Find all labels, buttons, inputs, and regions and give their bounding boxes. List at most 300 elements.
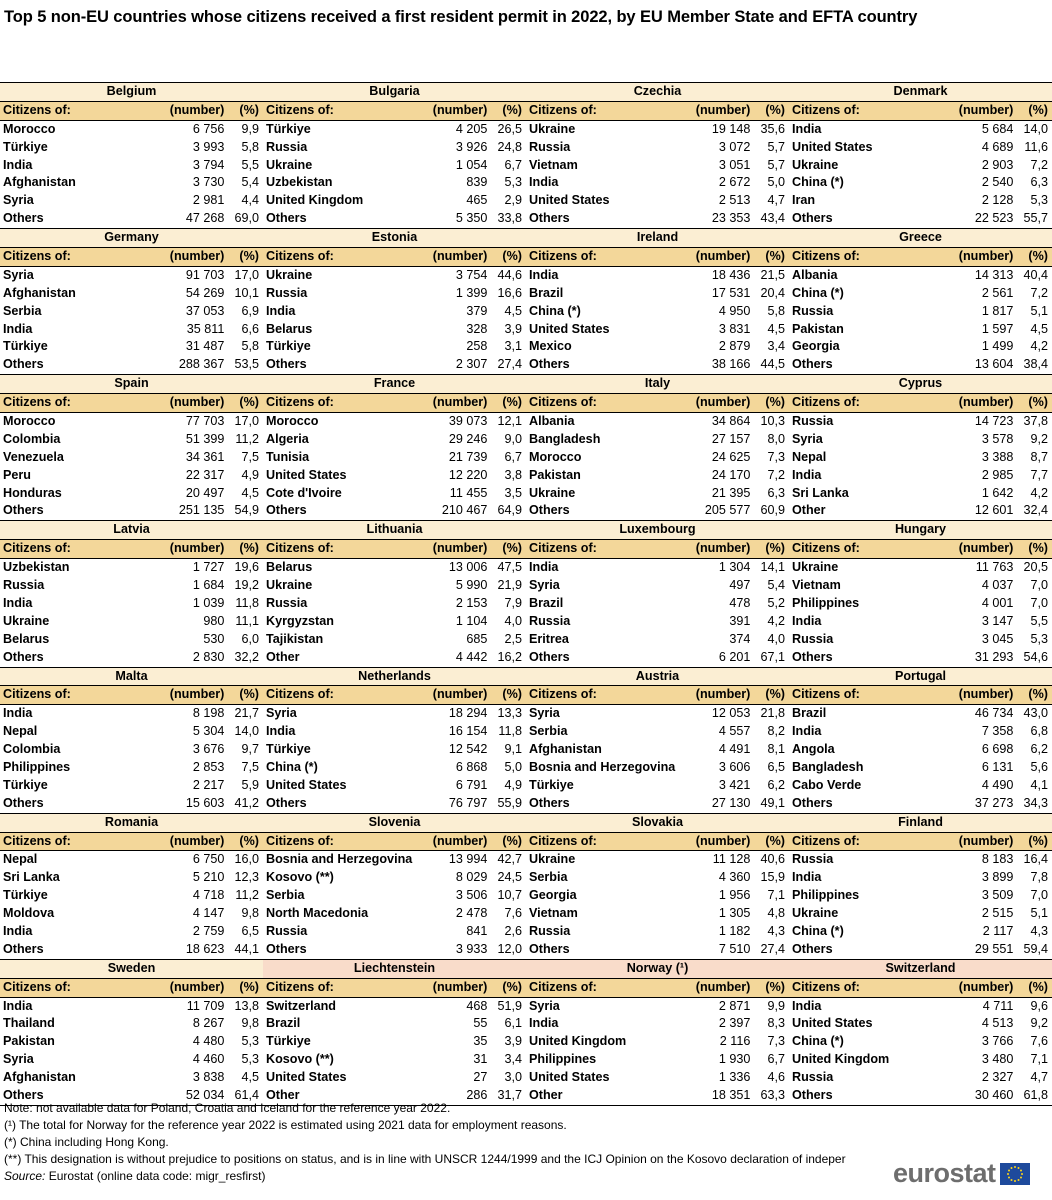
column-header-percent: (%): [765, 395, 785, 410]
cell-percent: 26,5: [497, 121, 522, 136]
column-header-citizens: Citizens of:: [266, 541, 334, 556]
country-panel: [789, 521, 1052, 667]
cell-citizenship: Afghanistan: [3, 175, 76, 190]
column-header-row: [263, 833, 526, 852]
table-row: [526, 431, 789, 449]
cell-number: 31 487: [185, 339, 225, 354]
cell-citizenship: Vietnam: [529, 157, 578, 172]
cell-number: 4 490: [981, 777, 1014, 792]
table-row: [526, 485, 789, 503]
cell-citizenship: Others: [3, 1087, 44, 1102]
panel-body: [526, 121, 789, 229]
cell-number: 3 899: [981, 870, 1014, 885]
cell-percent: 21,9: [497, 578, 522, 593]
table-row: [263, 431, 526, 449]
cell-percent: 13,8: [234, 998, 259, 1013]
cell-number: 3 578: [981, 431, 1014, 446]
table-row: [263, 741, 526, 759]
cell-number: 3 766: [981, 1034, 1014, 1049]
column-header-row: [0, 248, 263, 267]
table-row: [789, 887, 1052, 905]
table-row: [789, 795, 1052, 814]
table-row: [526, 502, 789, 521]
table-row: [789, 303, 1052, 321]
cell-percent: 13,3: [497, 706, 522, 721]
cell-number: 54 269: [185, 285, 225, 300]
cell-citizenship: Nepal: [792, 449, 827, 464]
table-row: [263, 941, 526, 960]
cell-number: 4 037: [981, 578, 1014, 593]
cell-percent: 2,5: [504, 631, 522, 646]
cell-citizenship: India: [529, 560, 559, 575]
cell-percent: 11,8: [498, 724, 522, 739]
panel-body: [526, 851, 789, 959]
table-row: [0, 723, 263, 741]
permits-table: [0, 82, 1052, 1106]
cell-number: 30 460: [974, 1087, 1014, 1102]
cell-number: 210 467: [441, 503, 488, 518]
cell-percent: 20,4: [760, 285, 785, 300]
cell-citizenship: Philippines: [792, 595, 860, 610]
table-row: [789, 577, 1052, 595]
cell-percent: 10,7: [497, 888, 522, 903]
cell-citizenship: Belarus: [266, 321, 313, 336]
cell-percent: 4,5: [241, 1070, 259, 1085]
cell-citizenship: India: [792, 613, 822, 628]
cell-percent: 3,9: [504, 321, 522, 336]
cell-percent: 61,4: [234, 1087, 259, 1102]
table-row: [526, 356, 789, 375]
cell-percent: 4,3: [1030, 923, 1048, 938]
panel-country-name: Italy: [526, 375, 789, 394]
cell-citizenship: Russia: [792, 852, 834, 867]
table-row: [526, 759, 789, 777]
table-row: [526, 1033, 789, 1051]
column-header-percent: (%): [239, 979, 259, 994]
cell-percent: 7,7: [1030, 467, 1048, 482]
column-header-percent: (%): [765, 833, 785, 848]
cell-number: 34 361: [185, 449, 225, 464]
cell-percent: 49,1: [760, 795, 785, 810]
table-row: [263, 795, 526, 814]
table-row: [263, 485, 526, 503]
cell-percent: 5,6: [1030, 759, 1048, 774]
table-row: [789, 431, 1052, 449]
cell-citizenship: United States: [792, 1016, 873, 1031]
cell-percent: 53,5: [234, 357, 259, 372]
cell-citizenship: Bangladesh: [792, 759, 864, 774]
column-header-row: [263, 979, 526, 998]
cell-number: 3 045: [981, 631, 1014, 646]
cell-percent: 44,1: [234, 941, 259, 956]
column-header-percent: (%): [1028, 395, 1048, 410]
cell-number: 24 625: [711, 449, 751, 464]
panel-body: [263, 121, 526, 229]
table-row: [789, 1015, 1052, 1033]
table-row: [263, 595, 526, 613]
cell-citizenship: Türkiye: [266, 121, 311, 136]
cell-number: 46 734: [974, 706, 1014, 721]
cell-citizenship: Cabo Verde: [792, 777, 862, 792]
cell-citizenship: Nepal: [3, 724, 38, 739]
column-header-citizens: Citizens of:: [266, 687, 334, 702]
cell-percent: 42,7: [497, 852, 522, 867]
cell-number: 3 506: [455, 888, 488, 903]
cell-number: 1 039: [192, 595, 225, 610]
table-row: [526, 869, 789, 887]
cell-citizenship: Russia: [266, 595, 308, 610]
cell-percent: 6,6: [241, 321, 259, 336]
cell-number: 8 198: [192, 706, 225, 721]
table-row: [263, 998, 526, 1016]
country-panel: [263, 83, 526, 229]
cell-percent: 8,3: [767, 1016, 785, 1031]
cell-percent: 5,9: [241, 777, 259, 792]
cell-percent: 6,8: [1030, 724, 1048, 739]
cell-number: 3 072: [718, 139, 751, 154]
cell-citizenship: Colombia: [3, 742, 61, 757]
cell-number: 6 750: [192, 852, 225, 867]
cell-citizenship: Afghanistan: [529, 742, 602, 757]
cell-citizenship: Thailand: [3, 1016, 55, 1031]
table-row: [263, 174, 526, 192]
cell-citizenship: Pakistan: [529, 467, 581, 482]
cell-citizenship: India: [266, 724, 296, 739]
column-header-row: [263, 686, 526, 705]
table-row: [526, 1051, 789, 1069]
country-panel: [0, 83, 263, 229]
panel-body: [0, 413, 263, 521]
cell-percent: 6,3: [767, 485, 785, 500]
cell-citizenship: United States: [266, 1070, 347, 1085]
cell-citizenship: India: [3, 157, 33, 172]
cell-citizenship: Russia: [792, 1070, 834, 1085]
cell-percent: 19,6: [234, 560, 259, 575]
cell-percent: 6,5: [767, 759, 785, 774]
cell-number: 2 116: [719, 1034, 751, 1049]
cell-citizenship: Türkiye: [266, 742, 311, 757]
cell-percent: 4,0: [767, 631, 785, 646]
table-band: [0, 960, 1052, 1106]
panel-country-name: Portugal: [789, 668, 1052, 687]
column-header-row: [0, 833, 263, 852]
cell-citizenship: Serbia: [266, 888, 305, 903]
cell-number: 2 871: [718, 998, 751, 1013]
panel-country-name: Greece: [789, 229, 1052, 248]
panel-country-name: Liechtenstein: [263, 960, 526, 979]
country-panel: [526, 83, 789, 229]
table-row: [263, 577, 526, 595]
cell-number: 2 981: [192, 193, 225, 208]
panel-body: [0, 267, 263, 375]
cell-citizenship: Syria: [3, 267, 34, 282]
cell-percent: 11,2: [235, 431, 259, 446]
table-row: [0, 869, 263, 887]
country-panel: [789, 668, 1052, 814]
column-header-citizens: Citizens of:: [3, 249, 71, 264]
table-row: [0, 502, 263, 521]
cell-percent: 5,0: [767, 175, 785, 190]
cell-percent: 5,2: [767, 595, 785, 610]
cell-number: 1 956: [718, 888, 751, 903]
cell-number: 841: [466, 923, 488, 938]
cell-number: 3 606: [718, 759, 751, 774]
cell-citizenship: China (*): [792, 175, 844, 190]
cell-number: 47 268: [185, 211, 225, 226]
column-header-row: [789, 394, 1052, 413]
cell-citizenship: Russia: [529, 923, 571, 938]
cell-percent: 15,9: [760, 870, 785, 885]
cell-percent: 21,5: [760, 267, 785, 282]
cell-percent: 41,2: [234, 795, 259, 810]
cell-percent: 9,2: [1030, 431, 1048, 446]
cell-number: 4 205: [455, 121, 488, 136]
cell-number: 2 128: [981, 193, 1014, 208]
cell-number: 39 073: [448, 414, 488, 429]
country-panel: [263, 375, 526, 521]
note-kosovo: (**) This designation is without prejudice to positions on status, and is in line with UNSCR 1244/1999 and the ICJ Opinion on the Kosovo declaration of indeper: [4, 1152, 846, 1166]
cell-percent: 33,8: [497, 211, 522, 226]
cell-citizenship: India: [3, 321, 33, 336]
column-header-percent: (%): [1028, 541, 1048, 556]
cell-percent: 9,8: [241, 1016, 259, 1031]
cell-citizenship: Türkiye: [529, 777, 574, 792]
panel-country-name: Cyprus: [789, 375, 1052, 394]
column-header-number: (number): [169, 979, 225, 994]
table-row: [789, 157, 1052, 175]
panel-country-name: Finland: [789, 814, 1052, 833]
cell-number: 4 147: [192, 906, 225, 921]
cell-percent: 10,1: [234, 285, 259, 300]
table-row: [0, 923, 263, 941]
cell-number: 1 499: [981, 339, 1014, 354]
cell-number: 2 117: [982, 923, 1014, 938]
cell-number: 3 794: [192, 157, 225, 172]
cell-citizenship: Ukraine: [266, 267, 313, 282]
cell-number: 12 053: [711, 706, 751, 721]
cell-citizenship: India: [266, 303, 296, 318]
cell-citizenship: Serbia: [529, 724, 568, 739]
cell-percent: 63,3: [760, 1087, 785, 1102]
cell-number: 3 480: [981, 1052, 1014, 1067]
cell-citizenship: Bangladesh: [529, 431, 601, 446]
table-row: [526, 285, 789, 303]
column-header-row: [263, 540, 526, 559]
cell-percent: 4,8: [767, 906, 785, 921]
cell-citizenship: Morocco: [3, 121, 56, 136]
column-header-row: [263, 248, 526, 267]
cell-percent: 59,4: [1023, 941, 1048, 956]
cell-percent: 7,0: [1030, 888, 1048, 903]
cell-citizenship: Others: [529, 357, 570, 372]
table-row: [263, 356, 526, 375]
country-panel: [526, 668, 789, 814]
cell-number: 3 147: [981, 613, 1014, 628]
column-header-percent: (%): [765, 102, 785, 117]
cell-citizenship: Morocco: [3, 414, 56, 429]
country-panel: [526, 229, 789, 375]
column-header-row: [0, 686, 263, 705]
cell-citizenship: Others: [792, 211, 833, 226]
panel-body: [526, 705, 789, 813]
table-row: [0, 559, 263, 577]
cell-number: 11 128: [712, 852, 751, 867]
cell-percent: 17,0: [234, 267, 259, 282]
country-panel: [526, 814, 789, 960]
table-row: [789, 759, 1052, 777]
cell-citizenship: Uzbekistan: [3, 560, 70, 575]
cell-percent: 4,3: [767, 923, 785, 938]
cell-number: 2 515: [981, 906, 1014, 921]
cell-percent: 5,3: [504, 175, 522, 190]
table-row: [263, 851, 526, 869]
table-row: [526, 303, 789, 321]
panel-country-name: Switzerland: [789, 960, 1052, 979]
cell-number: 19 148: [711, 121, 751, 136]
cell-number: 328: [466, 321, 488, 336]
table-row: [0, 413, 263, 431]
country-panel: [526, 521, 789, 667]
panel-body: [789, 851, 1052, 959]
column-header-row: [526, 540, 789, 559]
country-panel: [263, 229, 526, 375]
cell-number: 14 723: [974, 414, 1014, 429]
column-header-number: (number): [432, 249, 488, 264]
table-row: [263, 1033, 526, 1051]
cell-percent: 31,7: [497, 1087, 522, 1102]
cell-percent: 5,7: [767, 157, 785, 172]
cell-number: 4 718: [192, 888, 225, 903]
cell-percent: 40,6: [760, 852, 785, 867]
cell-number: 5 304: [192, 724, 225, 739]
country-panel: [263, 960, 526, 1106]
column-header-percent: (%): [765, 979, 785, 994]
panel-body: [526, 413, 789, 521]
cell-number: 3 421: [718, 777, 751, 792]
cell-percent: 5,3: [1030, 631, 1048, 646]
column-header-number: (number): [432, 687, 488, 702]
cell-citizenship: India: [529, 175, 559, 190]
table-row: [526, 192, 789, 210]
cell-citizenship: Others: [792, 649, 833, 664]
panel-body: [789, 705, 1052, 813]
cell-percent: 3,9: [504, 1034, 522, 1049]
cell-citizenship: Switzerland: [266, 998, 336, 1013]
country-panel: [789, 229, 1052, 375]
cell-number: 2 307: [455, 357, 488, 372]
cell-citizenship: India: [3, 923, 33, 938]
cell-percent: 16,2: [497, 649, 522, 664]
table-row: [526, 851, 789, 869]
cell-number: 21 395: [711, 485, 751, 500]
logo-text: eurostat: [893, 1158, 996, 1188]
cell-number: 2 903: [981, 157, 1014, 172]
cell-citizenship: Ukraine: [529, 852, 576, 867]
cell-number: 465: [466, 193, 488, 208]
table-row: [263, 467, 526, 485]
cell-citizenship: Georgia: [792, 339, 840, 354]
cell-number: 1 642: [981, 485, 1014, 500]
panel-country-name: Lithuania: [263, 521, 526, 540]
cell-percent: 55,9: [497, 795, 522, 810]
cell-percent: 43,0: [1023, 706, 1048, 721]
cell-percent: 6,9: [241, 303, 259, 318]
cell-citizenship: Others: [3, 211, 44, 226]
cell-citizenship: Serbia: [529, 870, 568, 885]
cell-percent: 6,0: [241, 631, 259, 646]
cell-citizenship: Others: [3, 941, 44, 956]
cell-percent: 5,8: [241, 339, 259, 354]
table-row: [0, 1069, 263, 1087]
cell-percent: 11,6: [1024, 139, 1048, 154]
cell-number: 6 131: [981, 759, 1014, 774]
table-row: [789, 485, 1052, 503]
cell-percent: 4,5: [767, 321, 785, 336]
cell-citizenship: Afghanistan: [3, 1070, 76, 1085]
cell-citizenship: Others: [529, 795, 570, 810]
table-row: [263, 267, 526, 285]
cell-percent: 5,4: [241, 175, 259, 190]
table-row: [526, 413, 789, 431]
cell-percent: 60,9: [760, 503, 785, 518]
table-row: [789, 413, 1052, 431]
column-header-row: [263, 394, 526, 413]
column-header-number: (number): [958, 102, 1014, 117]
column-header-percent: (%): [1028, 833, 1048, 848]
cell-percent: 4,9: [504, 777, 522, 792]
cell-percent: 7,5: [241, 449, 259, 464]
cell-citizenship: Afghanistan: [3, 285, 76, 300]
cell-number: 8 029: [455, 870, 488, 885]
panel-country-name: Bulgaria: [263, 83, 526, 102]
cell-number: 17 531: [711, 285, 751, 300]
table-row: [263, 210, 526, 229]
cell-citizenship: Morocco: [529, 449, 582, 464]
column-header-number: (number): [958, 979, 1014, 994]
column-header-number: (number): [169, 541, 225, 556]
cell-citizenship: India: [3, 595, 33, 610]
cell-percent: 5,4: [767, 578, 785, 593]
cell-percent: 4,7: [1030, 1070, 1048, 1085]
cell-percent: 12,3: [234, 870, 259, 885]
cell-percent: 14,1: [760, 560, 785, 575]
cell-number: 6 756: [192, 121, 225, 136]
cell-number: 27 130: [711, 795, 751, 810]
cell-percent: 7,1: [1030, 1052, 1048, 1067]
column-header-number: (number): [695, 833, 751, 848]
panel-body: [526, 998, 789, 1106]
country-panel: [789, 814, 1052, 960]
column-header-percent: (%): [502, 395, 522, 410]
panel-country-name: Romania: [0, 814, 263, 833]
cell-number: 1 399: [455, 285, 488, 300]
cell-percent: 9,9: [767, 998, 785, 1013]
cell-citizenship: Others: [266, 211, 307, 226]
cell-number: 1 684: [192, 578, 225, 593]
table-row: [0, 1015, 263, 1033]
cell-percent: 9,8: [241, 906, 259, 921]
column-header-number: (number): [432, 541, 488, 556]
table-row: [263, 869, 526, 887]
column-header-citizens: Citizens of:: [3, 541, 71, 556]
cell-number: 2 397: [718, 1016, 751, 1031]
column-header-number: (number): [958, 541, 1014, 556]
column-header-row: [263, 102, 526, 121]
column-header-citizens: Citizens of:: [266, 249, 334, 264]
cell-number: 23 353: [711, 211, 751, 226]
cell-citizenship: Sri Lanka: [3, 870, 60, 885]
cell-number: 21 739: [448, 449, 488, 464]
